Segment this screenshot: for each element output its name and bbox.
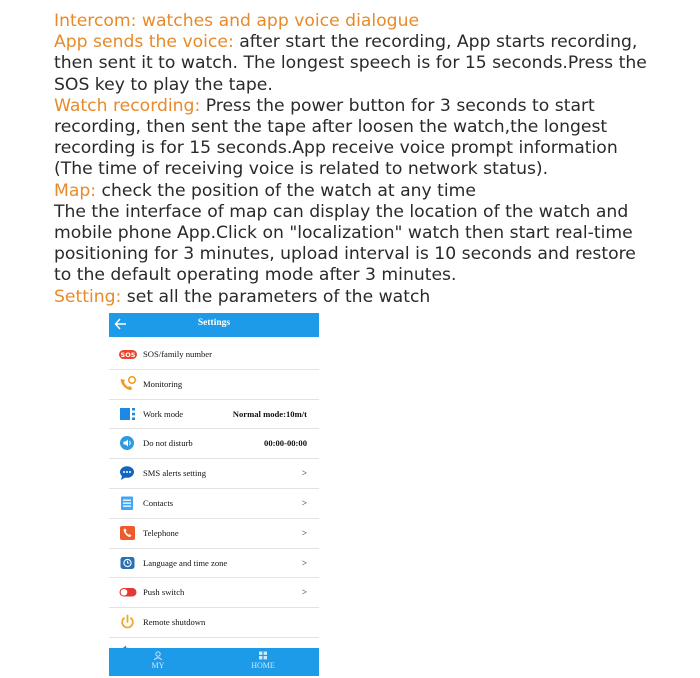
settings-item-label: Monitoring [143,378,183,389]
settings-item-remote-shutdown[interactable] [109,608,319,638]
phone-monitor-icon [119,376,137,392]
settings-item-label: Do not disturb [143,438,193,449]
power-icon [119,614,137,630]
chevron-right-icon: > [301,557,307,568]
settings-item-label: Contacts [143,497,174,508]
telephone-icon [119,525,137,541]
home-grid-icon [233,651,293,660]
person-icon [128,651,188,660]
settings-item-sos[interactable] [109,340,319,370]
settings-item-telephone[interactable] [109,519,319,549]
do-not-disturb-value: 00:00-00:00 [264,438,307,449]
chevron-right-icon: > [301,468,307,479]
svg-text:SOS: SOS [120,351,136,359]
settings-item-label: Language and time zone [143,557,228,568]
tab-label: MY [151,661,165,670]
tab-my[interactable] [128,651,188,670]
settings-item-contacts[interactable] [109,489,319,519]
instructions-text [54,11,694,308]
setting-label: Setting: [54,286,122,307]
chevron-right-icon: > [301,527,307,538]
settings-item-label: Telephone [143,527,179,538]
watch-recording-line-3: recording is for 15 seconds.App receive voice prompt information [54,138,618,159]
map-line-4: positioning for 3 minutes, upload interval is 10 seconds and restore [54,244,636,265]
sos-badge-icon [119,346,137,362]
settings-list [109,340,319,668]
map-line-1: Map: check the position of the watch at any time [54,180,476,201]
map-line-2: The the interface of map can display the location of the watch and [54,201,629,222]
chevron-right-icon: > [301,497,307,508]
settings-item-label: Work mode [143,408,184,419]
settings-item-do-not-disturb[interactable] [109,429,319,459]
settings-item-work-mode[interactable] [109,400,319,430]
settings-item-label: SMS alerts setting [143,468,207,479]
tab-home[interactable] [233,651,293,670]
settings-item-push-switch[interactable] [109,578,319,608]
settings-screen [109,313,319,676]
settings-item-label: Push switch [143,587,185,598]
settings-item-monitoring[interactable] [109,370,319,400]
contacts-list-icon [119,495,137,511]
watch-recording-label: Watch recording: [54,95,201,116]
app-sends-line-3: SOS key to play the tape. [54,74,273,95]
watch-recording-line-1: Watch recording: Press the power button for 3 seconds to start [54,95,595,116]
chevron-right-icon: > [301,587,307,598]
watch-recording-line-2: recording, then sent the tape after loosen the watch,the longest [54,117,608,138]
app-sends-line-2: then sent it to watch. The longest speech is for 15 seconds.Press the [54,53,647,74]
tab-label: HOME [251,661,275,670]
settings-item-label: Remote shutdown [143,617,206,628]
settings-item-sms-alerts[interactable] [109,459,319,489]
intercom-heading: Intercom: watches and app voice dialogue [54,11,420,31]
work-mode-value: Normal mode:10m/t [232,408,307,419]
watch-recording-line-4: (The time of receiving voice is related to network status). [54,159,549,180]
settings-header [109,313,319,337]
map-line-5: to the default operating mode after 3 minutes. [54,265,457,286]
toggle-switch-icon [119,584,137,600]
chat-bubble-icon [119,465,137,481]
setting-line-1: Setting: set all the parameters of the watch [54,286,431,307]
globe-clock-icon [119,555,137,571]
app-sends-label: App sends the voice: [54,32,234,53]
bottom-tab-bar [109,648,319,676]
map-line-3: mobile phone App.Click on "localization" watch then start real-time [54,223,633,244]
work-mode-icon [119,406,137,422]
settings-item-language-time-zone[interactable] [109,549,319,579]
settings-item-label: SOS/family number [143,349,212,359]
app-sends-line-1: App sends the voice: after start the recording, App starts recording, [54,32,638,53]
map-label: Map: [54,180,97,201]
page-title: Settings [197,318,231,328]
speaker-mute-icon [119,435,137,451]
